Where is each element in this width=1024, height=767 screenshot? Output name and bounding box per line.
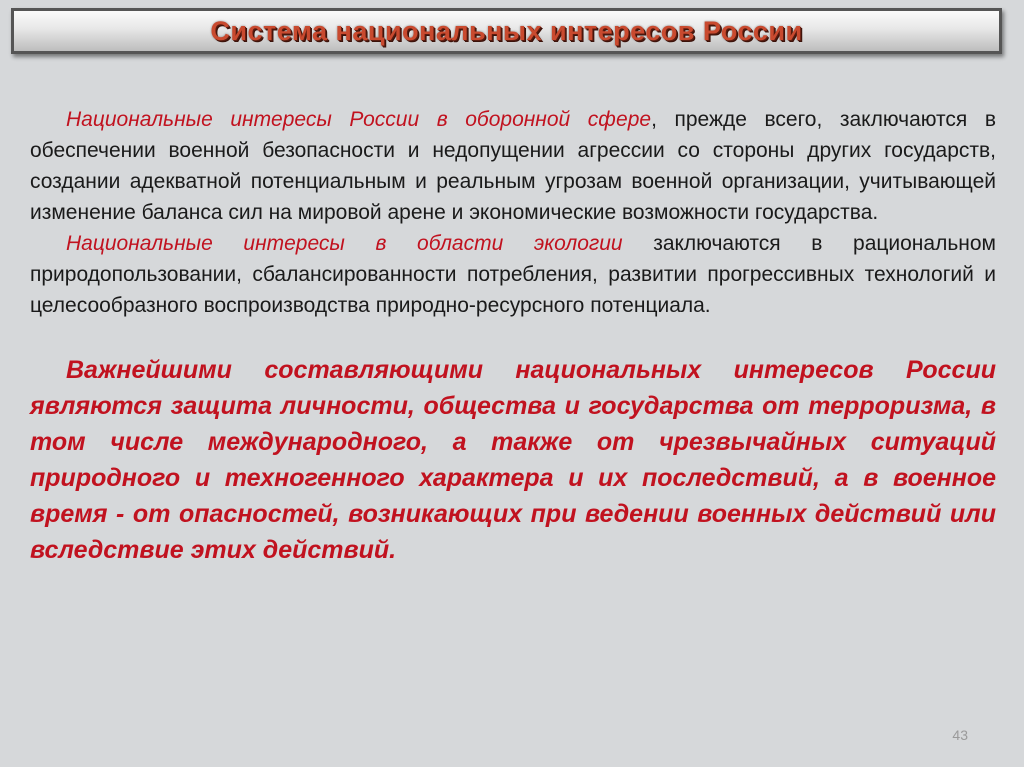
paragraph-defense xyxy=(30,104,996,228)
title-bar xyxy=(11,8,1002,54)
slide-title: Система национальных интересов России xyxy=(210,15,803,46)
defense-interests-text: , прежде всего, заключаются в обеспечении военной безопасности и недопущении агрессии со стороны других государств, создании адекватной потенциальным и реальным угрозам военной организации, учитывающей изменение баланса сил на мировой арене и экономические возможности государства. xyxy=(30,108,996,224)
ecology-interests-text: заключаются в рациональном природопользовании, сбалансированности потребления, развитии прогрессивных технологий и целесообразного воспроизводства природно-ресурсного потенциала. xyxy=(30,232,996,317)
key-components-paragraph: Важнейшими составляющими национальных интересов России являются защита личности, общества и государства от терроризма, в том числе международного, а также от чрезвычайных ситуаций природного и техногенного характера и их последствий, а в военное время - от опасностей, возникающих при ведении военных действий или вследствие этих действий. xyxy=(30,356,996,564)
page-number: 43 xyxy=(952,727,968,743)
defense-interests-heading: Национальные интересы России в оборонной сфере xyxy=(66,108,652,131)
slide-content xyxy=(30,104,996,568)
ecology-interests-heading: Национальные интересы в области экологии xyxy=(66,232,623,255)
paragraph-ecology xyxy=(30,228,996,321)
